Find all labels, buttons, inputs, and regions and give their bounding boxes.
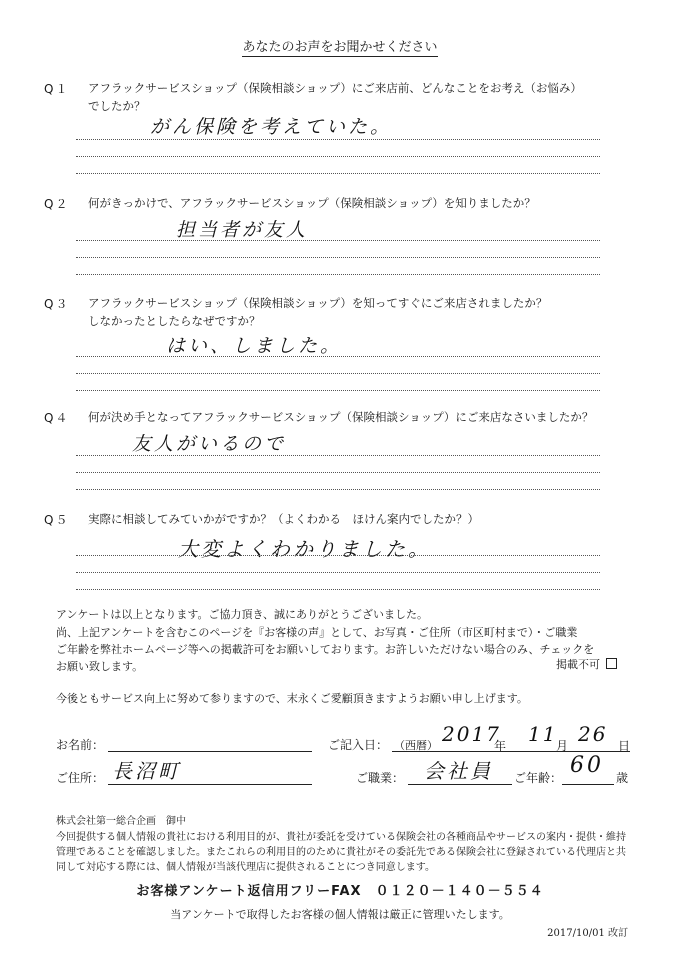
- age-label: ご年齢：: [514, 771, 563, 785]
- q3-text: アフラックサービスショップ（保険相談ショップ）を知ってすぐにご来店されましたか？: [88, 296, 548, 310]
- answer-line: [76, 455, 600, 456]
- closing-regards: 今後ともサービス向上に努めて参りますので、末永くご愛顧頂きますようお願い申し上げます。: [56, 692, 528, 705]
- job-label: ご職業：: [356, 771, 405, 785]
- q1-text: アフラックサービスショップ（保険相談ショップ）にご来店前、どんなことをお考え（お悩み）: [88, 81, 582, 95]
- q1-text-cont: でしたか？: [88, 99, 146, 113]
- q5-text: 実際に相談してみていかがですか？（よくわかる ほけん案内でしたか？）: [88, 512, 479, 526]
- day-value: 26: [578, 722, 608, 746]
- q3-text-cont: しなかったとしたらなぜですか？: [88, 314, 261, 328]
- q1-answer: がん保険を考えていた。: [150, 116, 393, 138]
- answer-line: [76, 472, 600, 473]
- q4-answer: 友人がいるので: [132, 433, 287, 455]
- answer-line: [76, 173, 600, 174]
- answer-line: [76, 356, 600, 357]
- q1-label: Q１: [44, 82, 70, 96]
- answer-line: [76, 257, 600, 258]
- answer-line: [76, 156, 600, 157]
- q4-text: 何が決め手となってアフラックサービスショップ（保険相談ショップ）にご来店なさいましたか？: [88, 410, 594, 424]
- closing-permission-3: お願い致します。: [56, 660, 144, 673]
- fax-number: お客様アンケート返信用フリーFAX ０１２０－１４０－５５４: [136, 884, 544, 899]
- q3-answer: はい、しました。: [166, 335, 343, 357]
- year-unit: 年: [494, 739, 507, 753]
- privacy-note: 当アンケートで取得したお客様の個人情報は厳正に管理いたします。: [170, 908, 510, 921]
- privacy-text-1: 今回提供する個人情報の貴社における利用目的が、貴社が委託を受けている保険会社の各種商品やサービスの案内・提供・維持: [56, 832, 626, 843]
- answer-line: [76, 274, 600, 275]
- q5-label: Q５: [44, 513, 70, 527]
- age-unit: 歳: [616, 771, 629, 785]
- privacy-text-3: 同して対応する際には、個人情報が当該代理店に提供されることにつき同意します。: [56, 862, 435, 873]
- closing-permission-1: 尚、上記アンケートを含むこのページを『お客様の声』として、お写真・ご住所（市区町村まで）・ご職業: [56, 626, 578, 639]
- q3-label: Q３: [44, 297, 70, 311]
- q2-label: Q２: [44, 197, 70, 211]
- closing-permission-2: ご年齢を弊社ホームページ等への掲載許可をお願いしております。お許しいただけない場合のみ、チェックを: [56, 643, 595, 656]
- month-unit: 月: [556, 739, 569, 753]
- date-label: ご記入日：: [328, 738, 389, 752]
- page-title: あなたのお声をお聞かせください: [242, 40, 438, 55]
- job-field[interactable]: [408, 784, 512, 785]
- company-addressee: 株式会社第一総合企画 御中: [56, 816, 186, 827]
- answer-line: [76, 240, 600, 241]
- q2-text: 何がきっかけで、アフラックサービスショップ（保険相談ショップ）を知りましたか？: [88, 196, 536, 210]
- answer-line: [76, 589, 600, 590]
- privacy-text-2: 管理であることを確認しました。またこれらの利用目的のために貴社がその委託先である保険会社に登録されている代理店と共: [56, 847, 626, 858]
- age-value: 60: [570, 753, 604, 778]
- address-field[interactable]: [108, 784, 312, 785]
- age-field[interactable]: [562, 784, 614, 785]
- answer-line: [76, 489, 600, 490]
- no-publish-label: 掲載不可: [556, 658, 600, 671]
- day-unit: 日: [618, 739, 631, 753]
- name-field[interactable]: [108, 751, 312, 752]
- answer-line: [76, 373, 600, 374]
- q2-answer: 担当者が友人: [176, 219, 309, 241]
- job-value: 会社員: [424, 759, 493, 783]
- no-publish-checkbox[interactable]: [606, 658, 617, 669]
- answer-line: [76, 555, 600, 556]
- closing-thanks: アンケートは以上となります。ご協力頂き、誠にありがとうございました。: [56, 608, 429, 621]
- month-value: 11: [528, 722, 558, 746]
- date-field[interactable]: [392, 751, 630, 752]
- q5-answer: 大変よくわかりました。: [178, 537, 431, 561]
- q4-label: Q４: [44, 411, 70, 425]
- address-value: 長沼町: [112, 759, 181, 783]
- answer-line: [76, 390, 600, 391]
- era-label: （西暦）: [394, 739, 438, 752]
- answer-line: [76, 572, 600, 573]
- answer-line: [76, 139, 600, 140]
- revision-date: 2017/10/01 改訂: [547, 928, 628, 939]
- name-label: お名前：: [56, 738, 105, 752]
- no-publish-option[interactable]: [556, 656, 617, 672]
- address-label: ご住所：: [56, 771, 105, 785]
- year-value: 2017: [442, 722, 501, 746]
